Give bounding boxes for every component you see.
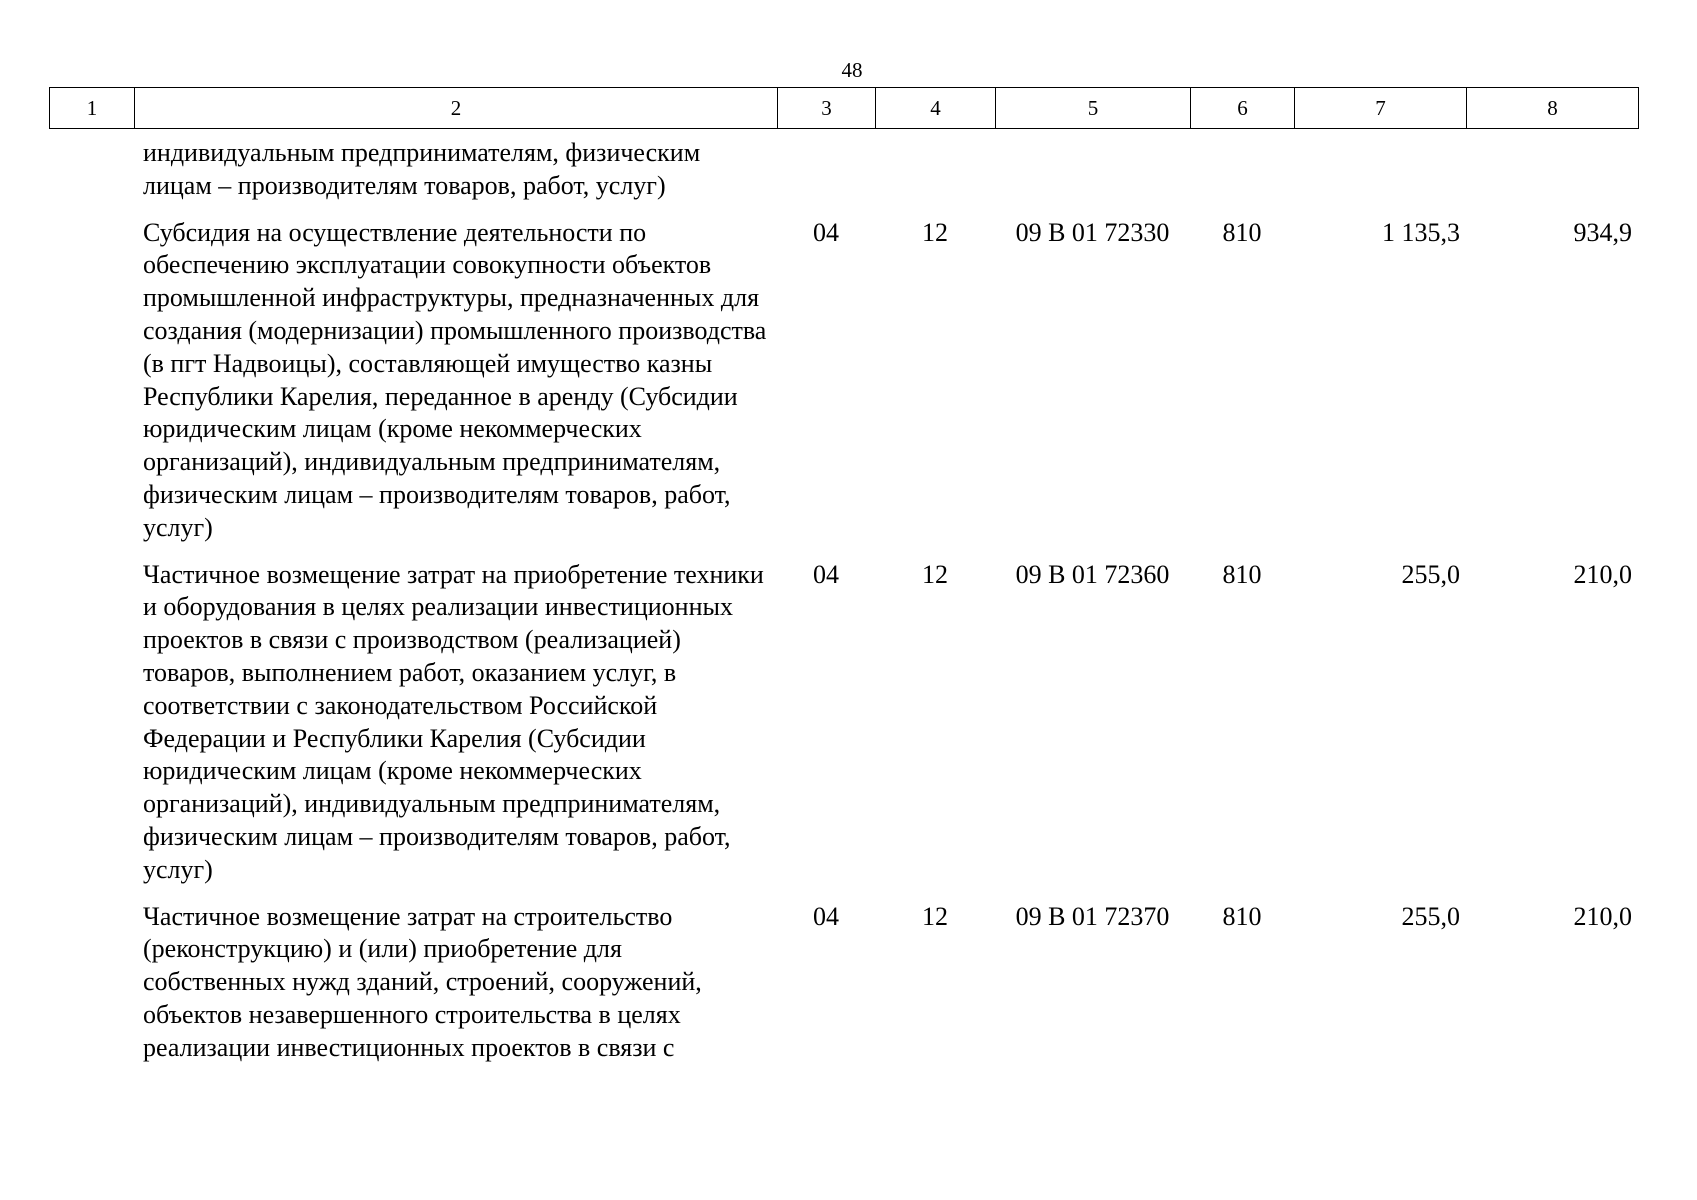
row-target-article-code: 09 В 01 72360 [1015,559,1170,589]
row-target-article-code: 09 В 01 72370 [1015,901,1170,931]
column-number: 5 [996,88,1191,129]
row-amount-col8: 934,9 [1573,217,1632,247]
row-amount-col7: 1 135,3 [1382,217,1460,247]
column-header-table [49,87,1639,129]
column-number: 2 [135,88,778,129]
row-description: индивидуальным предпринимателям, физическим лицам – производителям товаров, работ, услуг) [143,138,701,200]
table-row [49,133,1638,203]
row-section-code: 04 [813,559,839,589]
row-subsection-code: 12 [922,559,948,589]
row-amount-col8 [1466,133,1638,203]
row-expense-type-code: 810 [1222,901,1262,931]
row-target-article-code [995,133,1190,203]
row-amount-col7: 255,0 [1401,559,1460,589]
row-description: Субсидия на осуществление деятельности по обеспечению эксплуатации совокупности объектов промышленной инфраструктуры, предназначенных для создания (модернизации) промышленного производства (в пгт Надвоицы), составляющей имущество казны Республики Карелия, переданное в аренду (Субсидии юридическим лицам (кроме некоммерческих организаций), индивидуальным предпринимателям, физическим лицам – производителям товаров, работ, услуг) [143,217,767,542]
row-expense-type-code [1190,133,1294,203]
table-row [49,887,1638,1065]
row-expense-type-code: 810 [1222,559,1262,589]
row-amount-col7 [1294,133,1466,203]
column-number: 6 [1191,88,1295,129]
table-row [49,203,1638,545]
column-number: 3 [778,88,876,129]
row-subsection-code: 12 [922,901,948,931]
row-target-article-code: 09 В 01 72330 [1015,217,1170,247]
row-subsection-code: 12 [922,217,948,247]
row-amount-col8: 210,0 [1573,901,1632,931]
row-subsection-code [875,133,995,203]
row-description: Частичное возмещение затрат на строительство (реконструкцию) и (или) приобретение для собственных нужд зданий, строений, сооружений, объектов незавершенного строительства в целях реализации инвестиционных проектов в связи с [143,901,702,1062]
column-number: 1 [50,88,135,129]
column-number-row [50,88,1639,129]
row-section-code: 04 [813,217,839,247]
column-number: 4 [876,88,996,129]
row-amount-col8: 210,0 [1573,559,1632,589]
column-number: 8 [1467,88,1639,129]
table-row [49,545,1638,887]
row-description: Частичное возмещение затрат на приобретение техники и оборудования в целях реализации инвестиционных проектов в связи с производством (реализацией) товаров, выполнением работ, оказанием услуг, в соответствии с законодательством Российской Федерации и Республики Карелия (Субсидии юридическим лицам (кроме некоммерческих организаций), индивидуальным предпринимателям, физическим лицам – производителям товаров, работ, услуг) [143,559,764,884]
column-number: 7 [1295,88,1467,129]
row-expense-type-code: 810 [1222,217,1262,247]
page-number: 48 [841,58,863,82]
row-section-code [777,133,875,203]
row-section-code: 04 [813,901,839,931]
budget-table-body [49,133,1638,1065]
row-amount-col7: 255,0 [1401,901,1460,931]
